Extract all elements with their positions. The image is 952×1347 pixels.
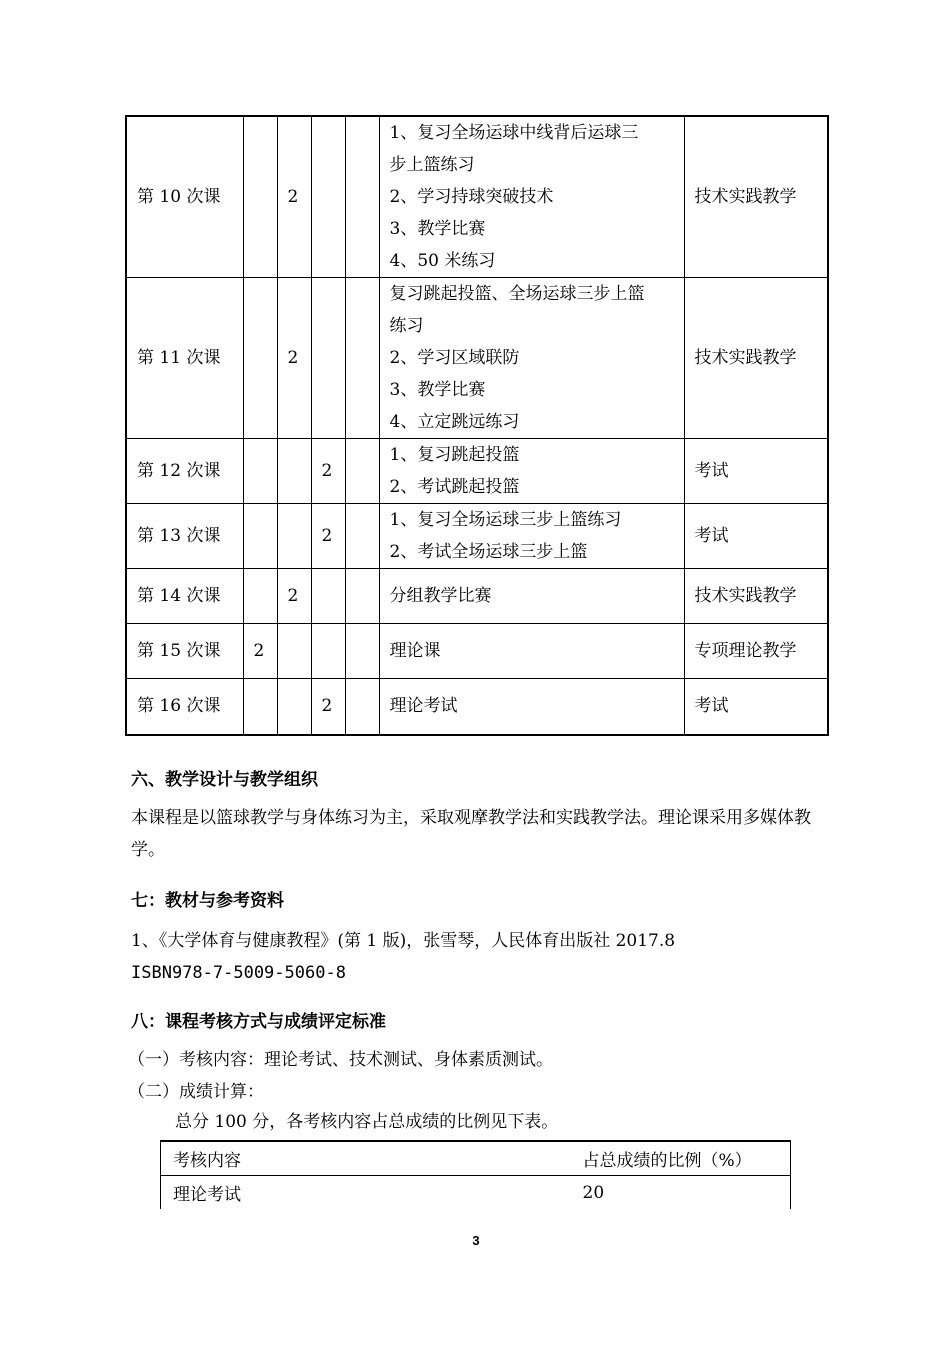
- course-schedule-table: [125, 115, 829, 736]
- hours-cell: [243, 278, 277, 439]
- section-8-heading: 八：课程考核方式与成绩评定标准: [131, 1012, 386, 1032]
- content-line: 2、考试跳起投篮: [389, 477, 520, 497]
- content-line: 1、复习全场运球三步上篮练习: [389, 510, 622, 530]
- grade-calculation: （二）成绩计算：: [128, 1082, 264, 1102]
- hours-cell: [345, 116, 379, 278]
- hours-cell: [345, 679, 379, 735]
- schedule-row: [126, 624, 828, 679]
- assessment-header-cell: 占总成绩的比例（%）: [571, 1141, 791, 1176]
- hours-cell: [311, 116, 345, 278]
- hours-cell: [243, 569, 277, 624]
- content-line: 练习: [389, 316, 424, 336]
- schedule-row: [126, 278, 828, 439]
- content-cell: [379, 278, 684, 439]
- hours-cell: [311, 278, 345, 439]
- hours-cell: [345, 504, 379, 569]
- hours-cell: [277, 504, 311, 569]
- section-6-heading: 六、教学设计与教学组织: [131, 770, 318, 790]
- method-cell: 技术实践教学: [684, 569, 828, 624]
- assessment-content: （一）考核内容：理论考试、技术测试、身体素质测试。: [128, 1050, 553, 1070]
- content-line: 2、学习区域联防: [389, 348, 520, 368]
- hours-cell: 2: [311, 439, 345, 504]
- schedule-row: [126, 116, 828, 278]
- method-cell: 技术实践教学: [684, 116, 828, 278]
- content-line: 2、学习持球突破技术: [389, 187, 554, 207]
- lesson-cell: 第 15 次课: [126, 624, 243, 679]
- content-line: 理论考试: [389, 696, 458, 717]
- hours-cell: 2: [277, 116, 311, 278]
- hours-cell: 2: [277, 569, 311, 624]
- hours-cell: 2: [243, 624, 277, 679]
- hours-cell: [243, 439, 277, 504]
- hours-cell: [243, 504, 277, 569]
- method-cell: 专项理论教学: [684, 624, 828, 679]
- content-cell: [379, 624, 684, 679]
- content-line: 1、复习全场运球中线背后运球三: [389, 123, 639, 143]
- content-line: 步上篮练习: [389, 155, 475, 175]
- method-cell: 考试: [684, 504, 828, 569]
- content-line: 3、教学比赛: [389, 380, 486, 400]
- method-cell: 考试: [684, 679, 828, 735]
- hours-cell: [345, 439, 379, 504]
- lesson-cell: 第 11 次课: [126, 278, 243, 439]
- method-cell: 考试: [684, 439, 828, 504]
- page-number: 3: [472, 1233, 480, 1248]
- schedule-row: [126, 569, 828, 624]
- content-line: 分组教学比赛: [389, 586, 492, 606]
- content-line: 3、教学比赛: [389, 219, 486, 239]
- hours-cell: [311, 569, 345, 624]
- hours-cell: [277, 679, 311, 735]
- reference-isbn: ISBN978-7-5009-5060-8: [131, 963, 346, 983]
- content-cell: [379, 504, 684, 569]
- hours-cell: [277, 624, 311, 679]
- content-cell: [379, 116, 684, 278]
- hours-cell: [311, 624, 345, 679]
- reference-line-1: 1、《大学体育与健康教程》(第 1 版)，张雪琴，人民体育出版社 2017.8: [131, 931, 676, 951]
- method-cell: 技术实践教学: [684, 278, 828, 439]
- section-7-heading: 七：教材与参考资料: [131, 891, 284, 911]
- content-line: 复习跳起投篮、全场运球三步上篮: [389, 284, 645, 304]
- hours-cell: [345, 569, 379, 624]
- hours-cell: 2: [277, 278, 311, 439]
- hours-cell: 2: [311, 679, 345, 735]
- content-line: 4、立定跳远练习: [389, 412, 520, 432]
- hours-cell: [345, 624, 379, 679]
- lesson-cell: 第 13 次课: [126, 504, 243, 569]
- hours-cell: [243, 116, 277, 278]
- content-cell: [379, 439, 684, 504]
- lesson-cell: 第 16 次课: [126, 679, 243, 735]
- content-cell: [379, 569, 684, 624]
- content-cell: [379, 679, 684, 735]
- lesson-cell: 第 10 次课: [126, 116, 243, 278]
- schedule-row: [126, 679, 828, 735]
- content-line: 4、50 米练习: [389, 251, 496, 271]
- assessment-table: [160, 1140, 791, 1209]
- content-line: 理论课: [389, 641, 441, 661]
- assessment-row: [161, 1176, 791, 1210]
- lesson-cell: 第 12 次课: [126, 439, 243, 504]
- assessment-header-cell: 考核内容: [161, 1141, 571, 1176]
- assessment-cell: 理论考试: [161, 1176, 571, 1210]
- grade-note: 总分 100 分，各考核内容占总成绩的比例见下表。: [175, 1112, 559, 1132]
- hours-cell: [277, 439, 311, 504]
- content-line: 1、复习跳起投篮: [389, 445, 520, 465]
- content-line: 2、考试全场运球三步上篮: [389, 542, 588, 562]
- assessment-cell: 20: [571, 1176, 791, 1210]
- schedule-row: [126, 504, 828, 569]
- lesson-cell: 第 14 次课: [126, 569, 243, 624]
- hours-cell: [243, 679, 277, 735]
- section-6-text: 本课程是以篮球教学与身体练习为主，采取观摩教学法和实践教学法。理论课采用多媒体教学。: [131, 808, 811, 860]
- hours-cell: 2: [311, 504, 345, 569]
- assessment-header-row: [161, 1141, 791, 1176]
- hours-cell: [345, 278, 379, 439]
- schedule-row: [126, 439, 828, 504]
